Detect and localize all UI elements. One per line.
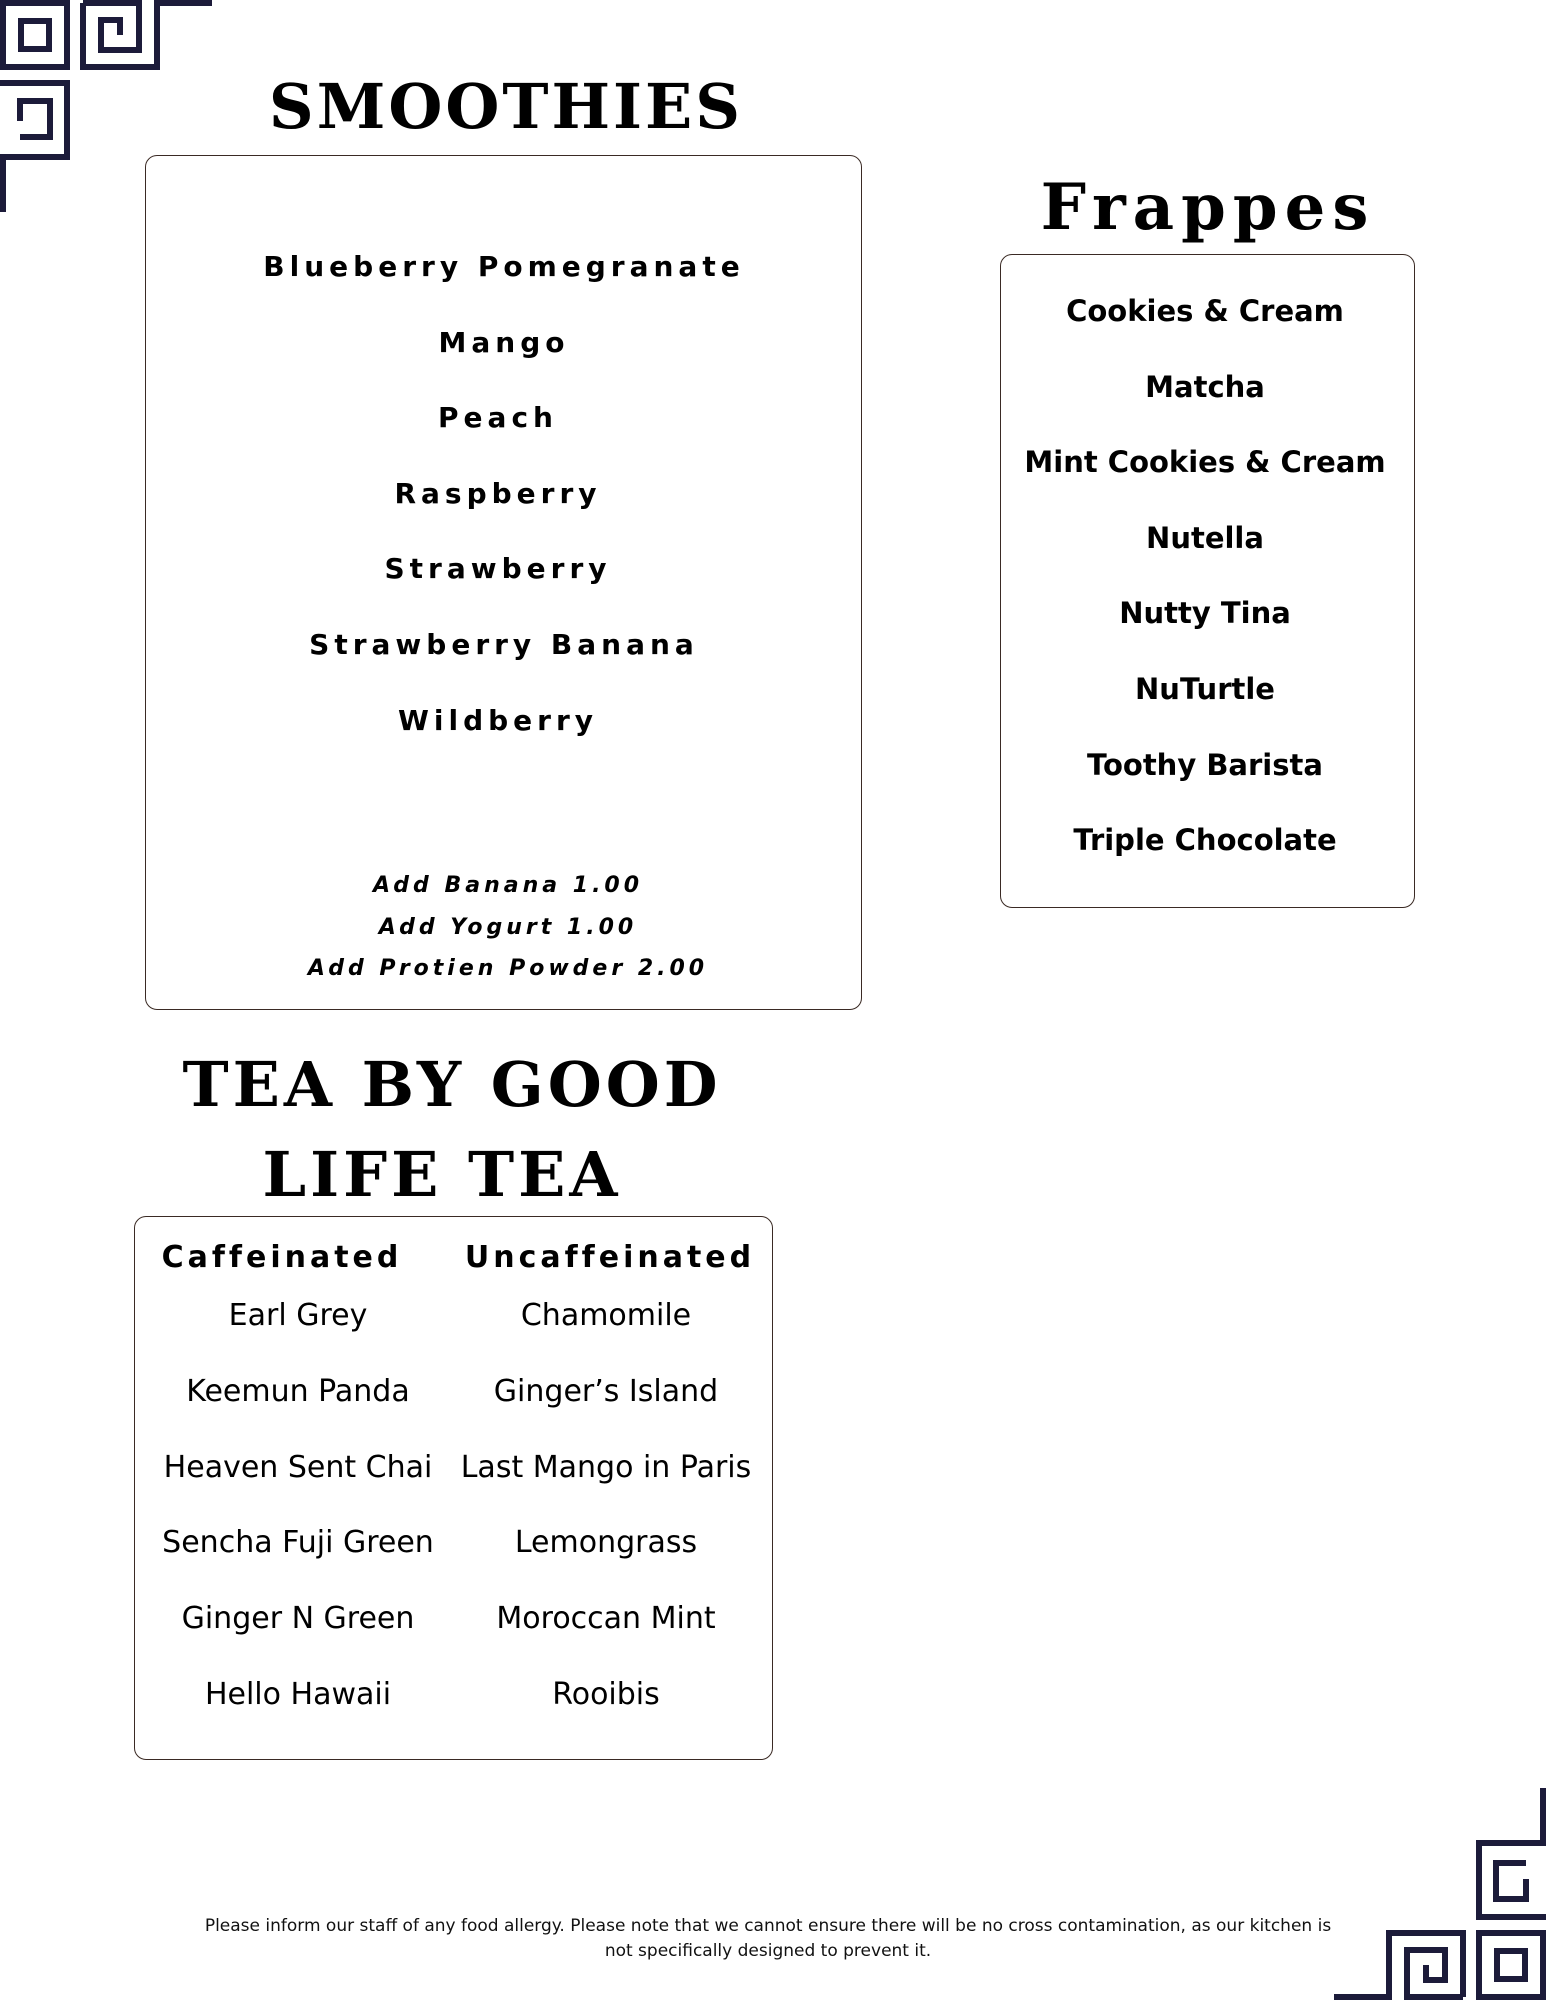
tea-title-line1: TEA BY GOOD <box>182 1048 722 1121</box>
frappe-item: Matcha <box>1145 369 1265 404</box>
uncaffeinated-tea-item: Rooibis <box>552 1677 660 1712</box>
frappe-item: Triple Chocolate <box>1073 823 1337 858</box>
smoothie-item: Blueberry Pomegranate <box>263 250 745 283</box>
smoothie-item: Mango <box>438 325 570 359</box>
allergy-notice-line2: not specifically designed to prevent it. <box>604 1941 932 1961</box>
uncaffeinated-tea-item: Lemongrass <box>514 1525 698 1561</box>
uncaffeinated-heading: Uncaffeinated <box>464 1240 756 1275</box>
smoothie-item: Raspberry <box>394 476 602 510</box>
caffeinated-tea-item: Sencha Fuji Green <box>162 1525 434 1561</box>
frappe-item: NuTurtle <box>1135 672 1275 706</box>
smoothie-addon: Add Yogurt 1.00 <box>378 914 638 940</box>
caffeinated-tea-item: Hello Hawaii <box>204 1677 392 1712</box>
frappe-item: Cookies & Cream <box>1066 294 1344 328</box>
frappe-item: Toothy Barista <box>1087 747 1323 782</box>
smoothie-item: Peach <box>438 401 558 435</box>
smoothie-item: Wildberry <box>397 703 599 737</box>
smoothie-addon: Add Protien Powder 2.00 <box>307 956 709 981</box>
uncaffeinated-tea-item: Ginger’s Island <box>493 1373 719 1409</box>
greek-key-ornament-bottom-right <box>1331 1785 1546 2000</box>
caffeinated-tea-item: Heaven Sent Chai <box>163 1449 433 1485</box>
smoothie-addon: Add Banana 1.00 <box>372 873 644 898</box>
caffeinated-tea-item: Ginger N Green <box>181 1601 415 1637</box>
caffeinated-heading: Caffeinated <box>161 1240 403 1275</box>
frappes-panel <box>1000 254 1415 908</box>
uncaffeinated-tea-item: Last Mango in Paris <box>460 1449 752 1485</box>
frappes-title: Frappes <box>1040 170 1376 245</box>
caffeinated-tea-item: Earl Grey <box>228 1298 368 1333</box>
smoothie-item: Strawberry Banana <box>309 628 699 661</box>
tea-title-line2: LIFE TEA <box>262 1138 622 1211</box>
frappe-item: Nutella <box>1146 520 1264 555</box>
uncaffeinated-tea-item: Chamomile <box>520 1298 692 1333</box>
frappe-item: Mint Cookies & Cream <box>1024 445 1386 480</box>
smoothie-item: Strawberry <box>384 552 612 586</box>
allergy-notice <box>168 1914 1368 1964</box>
caffeinated-tea-item: Keemun Panda <box>186 1373 410 1409</box>
allergy-notice-line1: Please inform our staff of any food allergy. Please note that we cannot ensure there will be no cross contamination, as our kitchen is <box>204 1916 1332 1936</box>
frappe-item: Nutty Tina <box>1119 596 1291 631</box>
uncaffeinated-tea-item: Moroccan Mint <box>496 1601 716 1637</box>
smoothies-title: SMOOTHIES <box>268 70 744 143</box>
